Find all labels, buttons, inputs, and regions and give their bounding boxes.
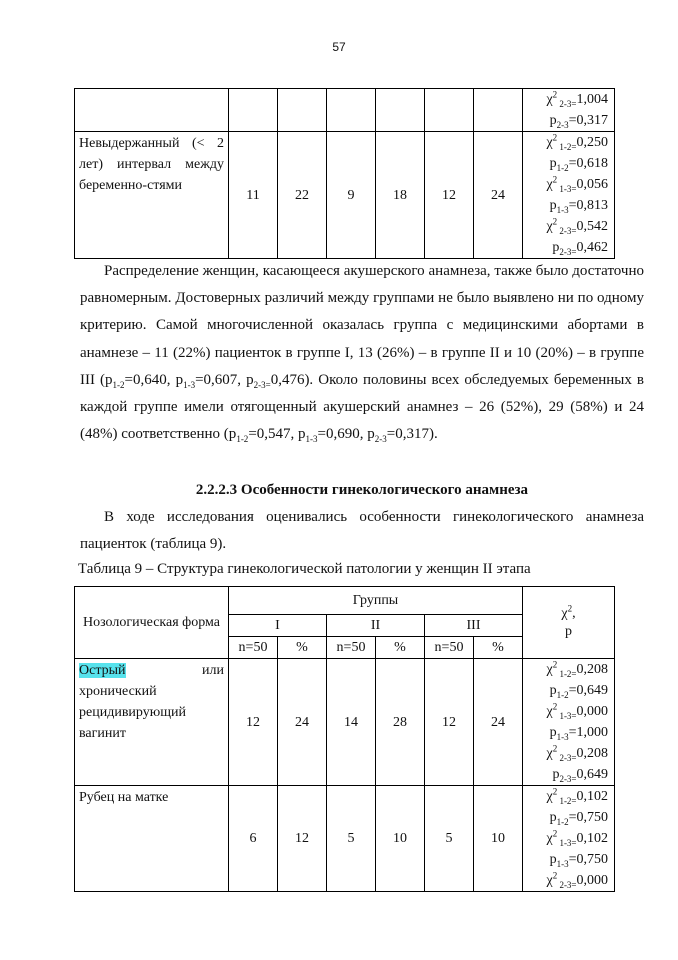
- stat-line: $\chi^2$ $_{1-2=}$0,208: [546, 659, 609, 679]
- text-run: Распределение женщин, касающееся акушерского анамнеза, также было достаточно равномерным. Достоверных различий между группами не было выявлено ни по одному критерию. Самой многочисленной оказалась группа с медицинскими абортами в анамнезе – 11 (22%) пациенток в группе I, 13 (26%) – в группе II и 10 (20%) – в группе III (p: [80, 263, 644, 388]
- table-row: [75, 89, 615, 132]
- value-cell: 24: [278, 659, 327, 786]
- value-cell: 10: [376, 786, 425, 892]
- table-row: [75, 786, 615, 892]
- text-run: Рубец на матке: [79, 790, 169, 805]
- text-run: =0,607, p: [195, 371, 254, 388]
- stats-cell: [523, 132, 615, 259]
- value-cell: 6: [229, 786, 278, 892]
- header-group-i: I: [229, 615, 327, 637]
- superscript: 2: [567, 602, 573, 613]
- stat-line: $\chi^2$ $_{2-3=}$1,004: [546, 89, 608, 109]
- empty-cell: [278, 89, 327, 132]
- gynecologic-pathology-table: [74, 586, 615, 892]
- header-subcol: %: [278, 637, 327, 659]
- paragraph-obstetric-history: [80, 258, 644, 448]
- header-subcol: n=50: [327, 637, 376, 659]
- text-run: =0,690, p: [317, 426, 375, 443]
- text-run: ,: [572, 605, 576, 621]
- subscript: 1-2: [112, 379, 125, 390]
- header-subcol: n=50: [425, 637, 474, 659]
- stat-line: $p_{1-2}=0,649$: [549, 683, 609, 700]
- header-group-iii: III: [425, 615, 523, 637]
- value-cell: 9: [327, 132, 376, 259]
- stat-line: $\chi^2$ $_{2-3=}$0,208: [546, 743, 609, 763]
- header-group-ii: II: [327, 615, 425, 637]
- stat-line: $\chi^2$ $_{2-3=}$0,542: [546, 216, 608, 236]
- stats-cell: [523, 786, 615, 892]
- chi-symbol: χ: [561, 605, 568, 621]
- stats-cell: [523, 89, 615, 132]
- text-run: =0,317).: [386, 426, 438, 443]
- value-cell: 5: [327, 786, 376, 892]
- row-name: [75, 786, 229, 892]
- text-run: 0,476). Около половины всех обследуемых беременных в каждой группе имели отягощенный акушерский анамнез – 26 (52%), 29 (58%) и 24 (48%) соответственно (p: [80, 371, 645, 443]
- value-cell: 10: [474, 786, 523, 892]
- value-cell: 5: [425, 786, 474, 892]
- value-cell: 12: [229, 659, 278, 786]
- stat-line: $p_{1-3}=0,813$: [549, 198, 608, 215]
- empty-cell: [229, 89, 278, 132]
- continued-table: [74, 88, 615, 259]
- stat-line: $p_{1-3}=0,750$: [549, 852, 609, 869]
- stat-line: $p_{2-3=}0,649$: [552, 767, 609, 784]
- stat-line: $\chi^2$ $_{1-2=}$0,250: [546, 132, 608, 152]
- section-heading: 2.2.2.3 Особенности гинекологического анамнеза: [195, 482, 529, 498]
- stats-cell: [523, 659, 615, 786]
- stat-line: $\chi^2$ $_{1-3=}$0,000: [546, 701, 609, 721]
- table-row: [75, 132, 615, 259]
- stat-line: $p_{1-3}=1,000$: [549, 725, 609, 742]
- header-subcol: %: [376, 637, 425, 659]
- stat-line: $\chi^2$ $_{2-3=}$0,000: [546, 870, 609, 890]
- value-cell: 14: [327, 659, 376, 786]
- text-run: =0,640, p: [124, 371, 184, 388]
- value-cell: 12: [278, 786, 327, 892]
- subscript: 1-3: [305, 434, 318, 445]
- value-cell: 28: [376, 659, 425, 786]
- row-name: [75, 659, 229, 786]
- subscript: 2-3=: [253, 379, 271, 390]
- empty-cell: [474, 89, 523, 132]
- stat-line: $p_{2-3}=0,317$: [549, 113, 608, 130]
- value-cell: 11: [229, 132, 278, 259]
- table-row: [75, 659, 615, 786]
- subscript: 1-2: [236, 434, 249, 445]
- header-groups: Группы: [229, 587, 523, 615]
- table-caption: Таблица 9 – Структура гинекологической патологии у женщин II этапа: [78, 561, 531, 577]
- value-cell: 18: [376, 132, 425, 259]
- header-subcol: n=50: [229, 637, 278, 659]
- empty-cell: [327, 89, 376, 132]
- value-cell: 12: [425, 659, 474, 786]
- highlighted-text: Острый: [79, 663, 126, 678]
- text-run: =0,547, p: [248, 426, 306, 443]
- empty-cell: [75, 89, 229, 132]
- row-name: Невыдержанный (< 2 лет) интервал между беременно-стями: [75, 132, 229, 259]
- stat-line: $p_{2-3=}0,462$: [552, 240, 608, 257]
- paragraph-gynecologic-intro: В ходе исследования оценивались особенности гинекологического анамнеза пациенток (таблица 9).: [80, 509, 644, 553]
- header-subcol: %: [474, 637, 523, 659]
- value-cell: 24: [474, 659, 523, 786]
- stat-line: $p_{1-2}=0,750$: [549, 810, 609, 827]
- header-chi-p: [523, 587, 615, 659]
- subscript: 1-3: [183, 379, 196, 390]
- stat-line: $\chi^2$ $_{1-3=}$0,056: [546, 174, 608, 194]
- stat-line: $\chi^2$ $_{1-2=}$0,102: [546, 786, 609, 806]
- empty-cell: [425, 89, 474, 132]
- stat-line: $\chi^2$ $_{1-3=}$0,102: [546, 828, 609, 848]
- value-cell: 24: [474, 132, 523, 259]
- value-cell: 22: [278, 132, 327, 259]
- header-row: [75, 587, 615, 615]
- page-number: 57: [332, 40, 346, 54]
- header-nosology: Нозологическая форма: [75, 587, 229, 659]
- text-run: p: [565, 623, 573, 639]
- text-run: или хронический рецидивирующий вагинит: [79, 663, 224, 741]
- value-cell: 12: [425, 132, 474, 259]
- subscript: 2-3: [374, 434, 387, 445]
- empty-cell: [376, 89, 425, 132]
- stat-line: $p_{1-2}=0,618$: [549, 156, 608, 173]
